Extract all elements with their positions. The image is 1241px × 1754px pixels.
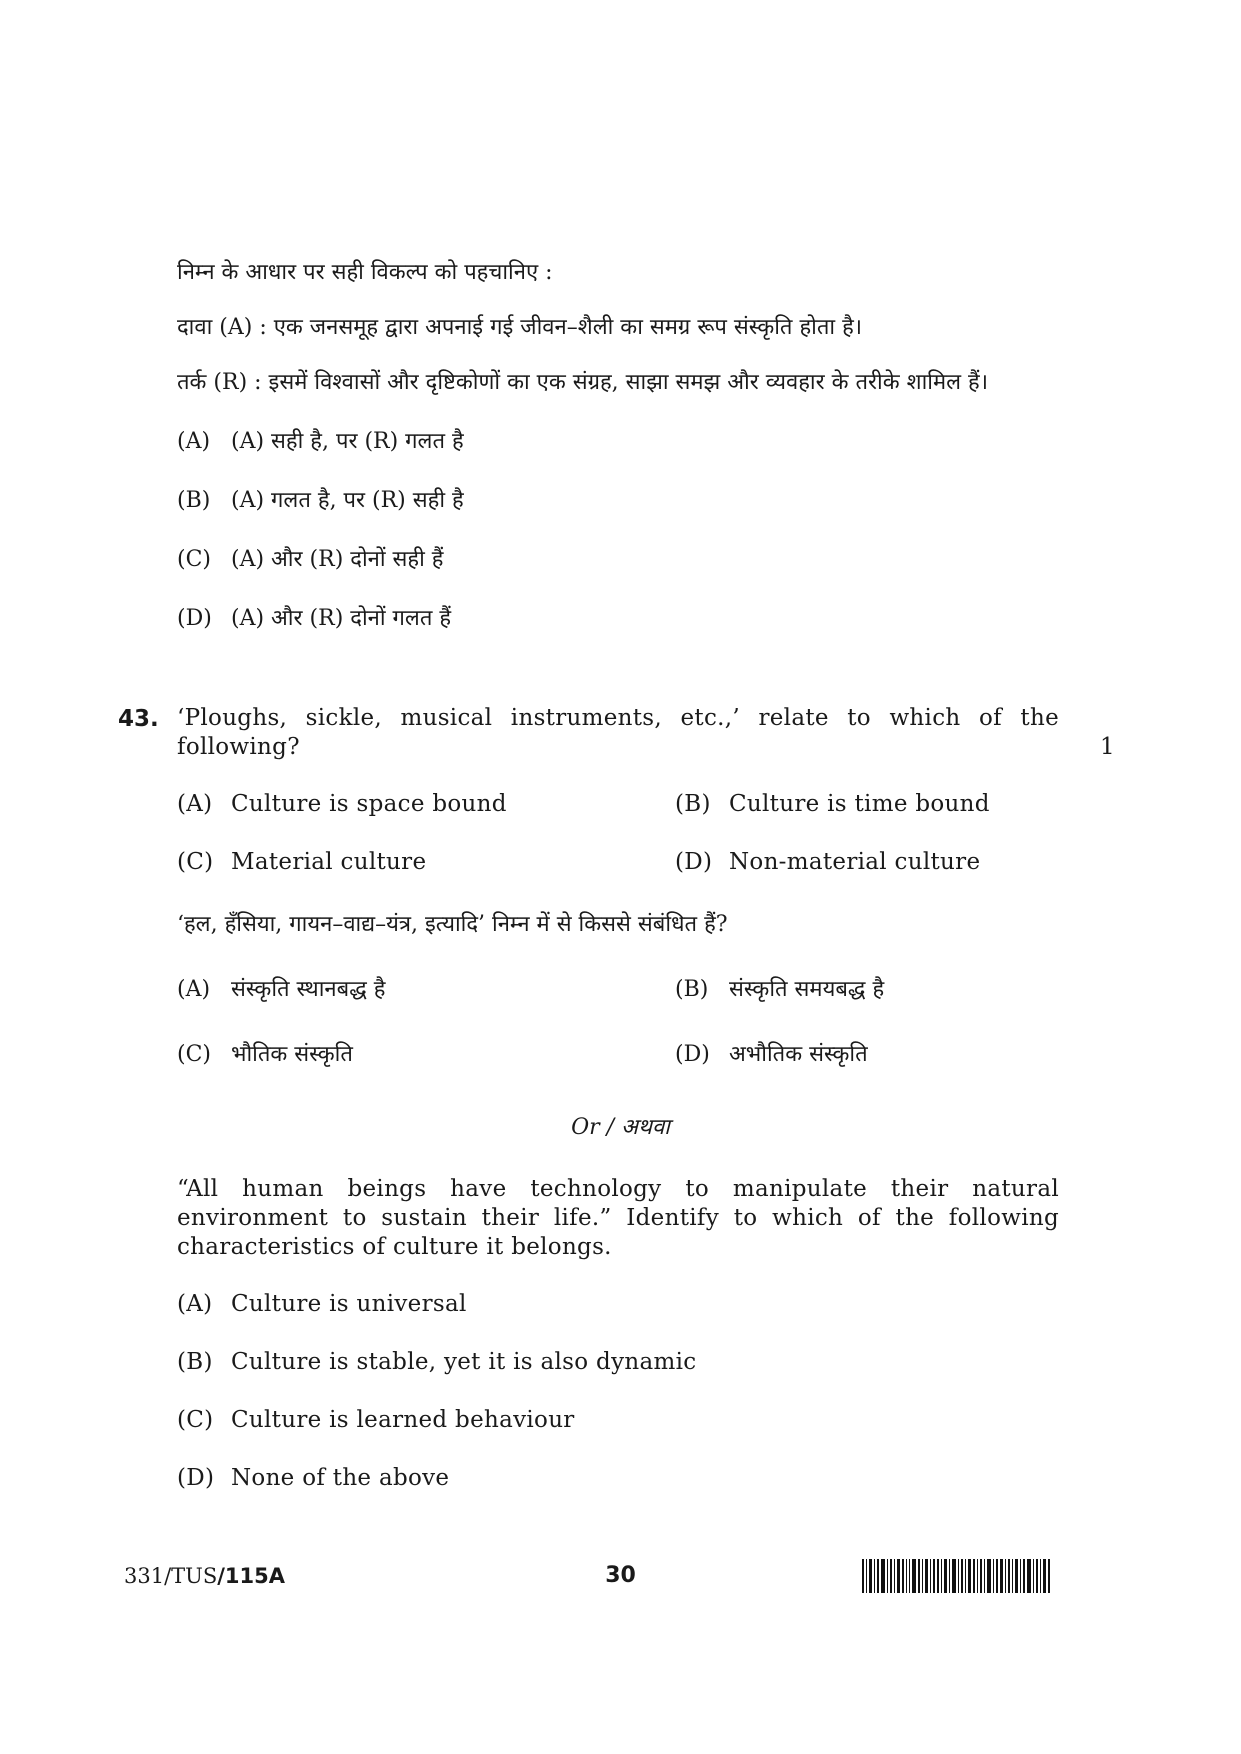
option-letter: (D) [675,849,713,875]
option-text: (A) गलत है, पर (R) सही है [231,488,464,513]
q43-hindi-option-c[interactable] [177,1040,353,1070]
question-number: 43. [118,706,159,732]
q43-option-d[interactable] [675,849,980,875]
option-letter: (A) [177,1291,213,1317]
option-letter: (B) [177,488,211,513]
paper-code-suffix: /115A [217,1564,286,1588]
option-letter: (C) [177,1407,214,1433]
option-letter: (A) [177,977,211,1002]
alt-question-line3: characteristics of culture it belongs. [177,1234,612,1260]
reason-text: तर्क (R) : इसमें विश्वासों और दृष्टिकोणों का एक संग्रह, साझा समझ और व्यवहार के तरीके शामिल हैं। [177,370,989,395]
option-text: Non-material culture [729,849,981,875]
q42-option-d[interactable] [177,604,451,634]
option-text: Culture is stable, yet it is also dynamic [231,1349,697,1375]
q42-option-c[interactable] [177,545,443,575]
q43-option-b[interactable] [675,791,990,817]
option-text: Culture is learned behaviour [231,1407,575,1433]
option-text: संस्कृति समयबद्ध है [729,977,885,1002]
option-text: None of the above [231,1465,450,1491]
option-text: (A) सही है, पर (R) गलत है [231,429,464,454]
q42-option-a[interactable] [177,427,464,457]
instruction-text: निम्न के आधार पर सही विकल्प को पहचानिए : [177,260,553,285]
option-letter: (B) [675,791,711,817]
q43-hindi-option-d[interactable] [675,1040,868,1070]
option-letter: (B) [675,977,709,1002]
q43-option-c[interactable] [177,849,426,875]
option-text: संस्कृति स्थानबद्ध है [231,977,386,1002]
option-text: Culture is space bound [231,791,507,817]
option-letter: (C) [177,1042,211,1067]
barcode-icon [862,1559,1052,1593]
or-separator: Or / अथवा [571,1115,670,1140]
option-text: Culture is universal [231,1291,467,1317]
option-letter: (D) [177,606,212,631]
alt-option-a[interactable] [177,1291,467,1317]
question-text-line2: following? [177,734,300,760]
option-letter: (B) [177,1349,213,1375]
hindi-question-text: ‘हल, हँसिया, गायन–वाद्य–यंत्र, इत्यादि’ निम्न में से किससे संबंधित हैं? [177,912,728,937]
alt-option-c[interactable] [177,1407,575,1433]
option-text: भौतिक संस्कृति [231,1042,353,1067]
assertion-text: दावा (A) : एक जनसमूह द्वारा अपनाई गई जीवन–शैली का समग्र रूप संस्कृति होता है। [177,315,863,340]
question-text-line1: ‘Ploughs, sickle, musical instruments, etc.,’ relate to which of the [177,705,1059,731]
option-text: Culture is time bound [729,791,990,817]
alt-question-line1: “All human beings have technology to manipulate their natural [177,1176,1059,1202]
option-text: (A) और (R) दोनों सही हैं [231,547,444,572]
option-letter: (C) [177,849,214,875]
option-letter: (A) [177,429,211,454]
option-text: (A) और (R) दोनों गलत हैं [231,606,452,631]
alt-option-d[interactable] [177,1465,449,1491]
option-text: अभौतिक संस्कृति [729,1042,868,1067]
option-letter: (A) [177,791,213,817]
option-letter: (D) [177,1465,215,1491]
page-number: 30 [605,1563,636,1588]
q42-option-b[interactable] [177,486,464,516]
q43-option-a[interactable] [177,791,507,817]
alt-option-b[interactable] [177,1349,696,1375]
option-letter: (C) [177,547,211,572]
q43-hindi-option-b[interactable] [675,975,884,1005]
alt-question-line2: environment to sustain their life.” Identify to which of the following [177,1205,1059,1231]
option-text: Material culture [231,849,427,875]
paper-code-prefix: 331/TUS [124,1564,218,1588]
option-letter: (D) [675,1042,710,1067]
q43-hindi-option-a[interactable] [177,975,385,1005]
marks-label: 1 [1100,734,1115,760]
